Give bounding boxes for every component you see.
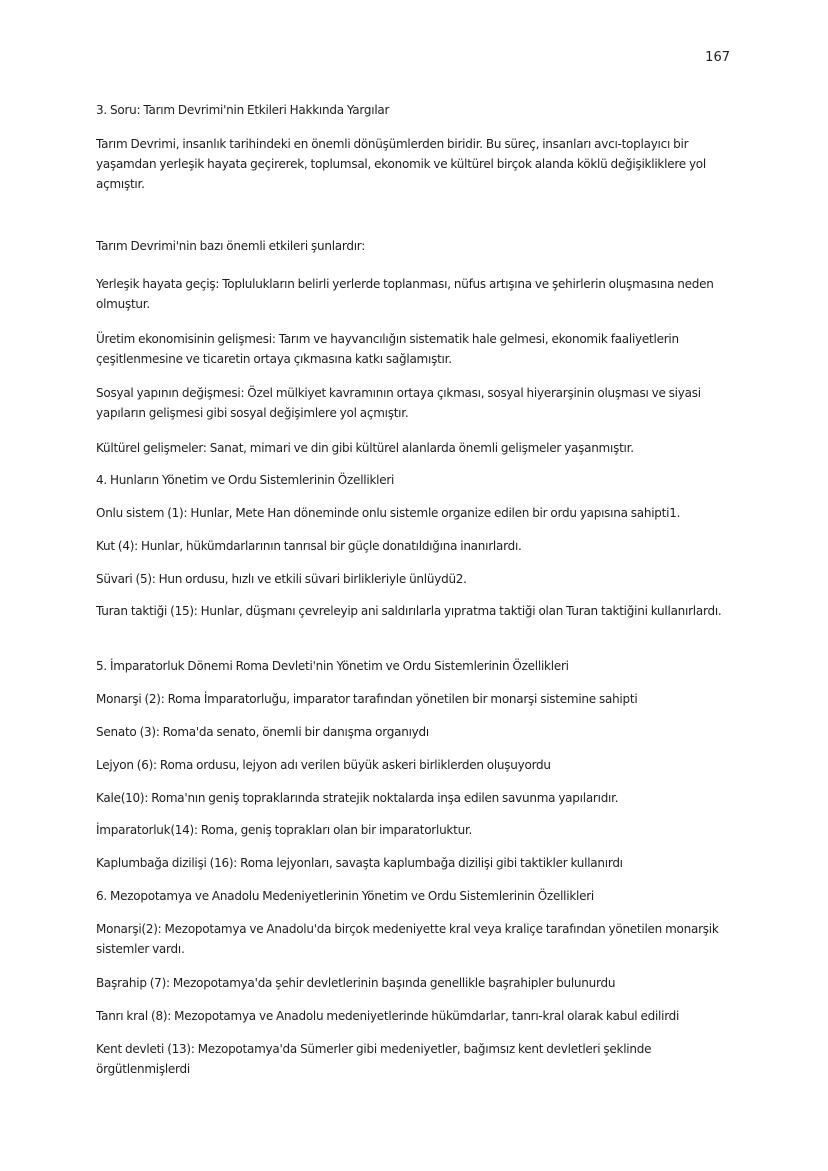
huns-item: Onlu sistem (1): Hunlar, Mete Han döneminde onlu sistemle organize edilen bir ordu yapısına sahipti1. bbox=[96, 506, 681, 520]
rome-item: Monarşi (2): Roma İmparatorluğu, imparator tarafından yönetilen bir monarşi sistemine sahipti bbox=[96, 692, 638, 706]
huns-item: Süvari (5): Hun ordusu, hızlı ve etkili süvari birlikleriyle ünlüydü2. bbox=[96, 572, 467, 586]
question-3-heading: 3. Soru: Tarım Devrimi'nin Etkileri Hakkında Yargılar bbox=[96, 103, 390, 117]
rome-item: Kale(10): Roma'nın geniş topraklarında stratejik noktalarda inşa edilen savunma yapılarıdır. bbox=[96, 791, 619, 805]
page-number: 167 bbox=[705, 50, 730, 65]
section-6-heading: 6. Mezopotamya ve Anadolu Medeniyetlerinin Yönetim ve Ordu Sistemlerinin Özellikleri bbox=[96, 889, 595, 903]
rome-item: Kaplumbağa dizilişi (16): Roma lejyonları, savaşta kaplumbağa dizilişi gibi taktikler kullanırdı bbox=[96, 856, 623, 870]
mesopotamia-item: Kent devleti (13): Mezopotamya'da Sümerler gibi medeniyetler, bağımsız kent devletleri şeklinde örgütlenmişlerdi bbox=[96, 1042, 652, 1076]
effect-item: Yerleşik hayata geçiş: Toplulukların belirli yerlerde toplanması, nüfus artışına ve şehirlerin oluşmasına neden olmuştur. bbox=[96, 277, 714, 311]
mesopotamia-item: Monarşi(2): Mezopotamya ve Anadolu'da birçok medeniyette kral veya kraliçe tarafından yönetilen monarşik sistemler vardı. bbox=[96, 922, 719, 956]
effect-item: Sosyal yapının değişmesi: Özel mülkiyet kavramının ortaya çıkması, sosyal hiyerarşinin oluşması ve siyasi yapıların gelişmesi gibi sosyal değişimlere yol açmıştır. bbox=[96, 386, 701, 420]
effect-item: Üretim ekonomisinin gelişmesi: Tarım ve hayvancılığın sistematik hale gelmesi, ekonomik faaliyetlerin çeşitlenmesine ve ticaretin ortaya çıkmasına katkı sağlamıştır. bbox=[96, 332, 679, 366]
intro-paragraph: Tarım Devrimi, insanlık tarihindeki en önemli dönüşümlerden biridir. Bu süreç, insanları avcı-toplayıcı bir yaşamdan yerleşik hayata geçirerek, toplumsal, ekonomik ve kültürel birçok alanda köklü değişikliklere yol açmıştır. bbox=[96, 137, 706, 191]
huns-item: Turan taktiği (15): Hunlar, düşmanı çevreleyip ani saldırılarla yıpratma taktiği olan Turan taktiğini kullanırlardı. bbox=[96, 604, 722, 618]
effect-item: Kültürel gelişmeler: Sanat, mimari ve din gibi kültürel alanlarda önemli gelişmeler yaşanmıştır. bbox=[96, 441, 634, 455]
section-4-heading: 4. Hunların Yönetim ve Ordu Sistemlerinin Özellikleri bbox=[96, 473, 395, 487]
huns-item: Kut (4): Hunlar, hükümdarlarının tanrısal bir güçle donatıldığına inanırlardı. bbox=[96, 539, 522, 553]
section-5-heading: 5. İmparatorluk Dönemi Roma Devleti'nin Yönetim ve Ordu Sistemlerinin Özellikleri bbox=[96, 659, 569, 673]
rome-item: İmparatorluk(14): Roma, geniş toprakları olan bir imparatorluktur. bbox=[96, 823, 473, 837]
mesopotamia-item: Tanrı kral (8): Mezopotamya ve Anadolu medeniyetlerinde hükümdarlar, tanrı-kral olarak kabul edilirdi bbox=[96, 1009, 680, 1023]
effects-intro: Tarım Devrimi'nin bazı önemli etkileri şunlardır: bbox=[96, 239, 366, 253]
mesopotamia-item: Başrahip (7): Mezopotamya'da şehir devletlerinin başında genellikle başrahipler bulunurdu bbox=[96, 976, 616, 990]
rome-item: Senato (3): Roma'da senato, önemli bir danışma organıydı bbox=[96, 725, 429, 739]
rome-item: Lejyon (6): Roma ordusu, lejyon adı verilen büyük askeri birliklerden oluşuyordu bbox=[96, 758, 551, 772]
